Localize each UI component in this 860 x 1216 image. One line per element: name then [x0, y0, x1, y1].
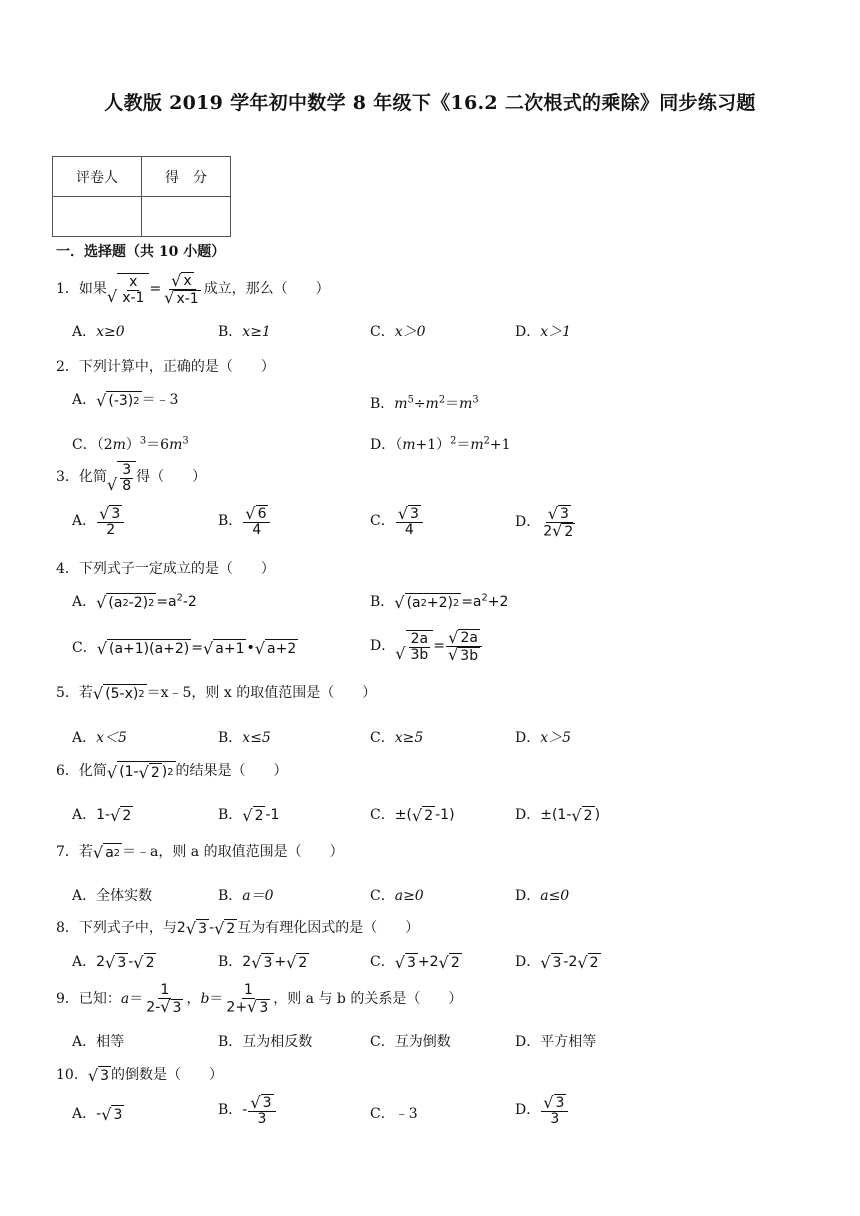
question-3: 3．化简 √ $\frac{3}{8}$ 得（ ）	[56, 462, 207, 495]
q4-option-b[interactable]: B． √ (a 2 +2) 2 $=a^2+2$	[370, 592, 509, 612]
q10-option-a[interactable]: A．- √ 3	[72, 1104, 123, 1124]
q3-option-a[interactable]: A． √ 3 2	[72, 505, 125, 537]
score-header: 得 分	[142, 157, 231, 197]
q5-option-a[interactable]: A．x＜5	[72, 730, 127, 746]
q8-option-a[interactable]: A．2 √ 3 - √ 2	[72, 952, 155, 972]
score-cell[interactable]	[142, 197, 231, 237]
q9-option-c[interactable]: C．互为倒数	[370, 1034, 451, 1050]
q10-option-d[interactable]: D． √ 3 3	[515, 1094, 569, 1126]
q2-option-b[interactable]: B．$m^5\div m^2=m^3$	[370, 394, 479, 412]
q6-option-c[interactable]: C．±( √ 2 -1)	[370, 805, 455, 825]
question-6: 6．化简 √ (1- √ 2 ) 2 的结果是（ ）	[56, 762, 288, 782]
q2-option-d[interactable]: D．$(m+1)^2=m^2+1$	[370, 435, 511, 453]
question-10: 10． √ 3 的倒数是（ ）	[56, 1065, 224, 1085]
q6-option-a[interactable]: A．1- √ 2	[72, 805, 132, 825]
q4-option-c[interactable]: C． √ (a+1)(a+2) = √ a+1 • √ a+2	[72, 638, 297, 658]
q1-option-c[interactable]: C．x＞0	[370, 324, 426, 340]
grader-header: 评卷人	[53, 157, 142, 197]
q7-option-a[interactable]: A．全体实数	[72, 888, 153, 904]
q5-option-c[interactable]: C．x≥5	[370, 730, 424, 746]
question-8: 8．下列式子中，与2 √ 3 - √ 2 互为有理化因式的是（ ）	[56, 918, 420, 938]
q4-option-a[interactable]: A． √ (a 2 -2) 2 $=a^2-2$	[72, 592, 197, 612]
question-7: 7．若 √ a 2 ＝﹣a，则 a 的取值范围是（ ）	[56, 842, 344, 862]
question-5: 5．若 √ (5-x) 2 ＝x﹣5，则 x 的取值范围是（ ）	[56, 683, 377, 703]
q10-option-c[interactable]: C．﹣3	[370, 1106, 418, 1122]
q2-option-c[interactable]: C．$(2m)^3=6m^3$	[72, 435, 189, 453]
page-title: 人教版 2019 学年初中数学 8 年级下《16.2 二次根式的乘除》同步练习题	[104, 92, 756, 114]
q8-option-c[interactable]: C． √ 3 +2 √ 2	[370, 952, 460, 972]
section-heading: 一．选择题（共 10 小题）	[56, 244, 226, 260]
q7-option-c[interactable]: C．a≥0	[370, 888, 424, 904]
q7-option-d[interactable]: D．a≤0	[515, 888, 570, 904]
q9-option-a[interactable]: A．相等	[72, 1034, 125, 1050]
q9-option-b[interactable]: B．互为相反数	[218, 1034, 313, 1050]
question-9: 9．已知：a＝ 1 2- √ 3 ，b＝ 1 2+ √ 3 ，则 a 与 b 的关系是（ ）	[56, 982, 463, 1017]
q7-option-b[interactable]: B．a＝0	[218, 888, 274, 904]
q5-option-b[interactable]: B．x≤5	[218, 730, 271, 746]
q1-expression: √ $\frac{x}{x-1}$ = √ x √ x-1	[106, 270, 199, 308]
q6-option-b[interactable]: B． √ 2 -1	[218, 805, 280, 825]
question-1: 1．如果 √ $\frac{x}{x-1}$ = √ x √ x-1 成立，那么（ ）	[56, 270, 330, 308]
q3-option-d[interactable]: D． √ 3 2 √ 2	[515, 503, 574, 541]
question-2: 2．下列计算中，正确的是（ ）	[56, 359, 275, 375]
score-table	[52, 156, 231, 237]
question-4: 4．下列式子一定成立的是（ ）	[56, 561, 275, 577]
q10-option-b[interactable]: B．- √ 3 3	[218, 1094, 277, 1126]
q5-option-d[interactable]: D．x＞5	[515, 730, 572, 746]
q4-option-d[interactable]: D． √ $\frac{2a}{3b}$ = √ 2a √ 3b	[370, 629, 483, 663]
q8-option-b[interactable]: B．2 √ 3 + √ 2	[218, 952, 308, 972]
q1-option-b[interactable]: B．x≥1	[218, 324, 271, 340]
grader-cell[interactable]	[53, 197, 142, 237]
q6-option-d[interactable]: D．±(1- √ 2 )	[515, 805, 601, 825]
q1-option-d[interactable]: D．x＞1	[515, 324, 572, 340]
q8-option-d[interactable]: D． √ 3 -2 √ 2	[515, 952, 599, 972]
q9-option-d[interactable]: D．平方相等	[515, 1034, 597, 1050]
q1-option-a[interactable]: A．x≥0	[72, 324, 125, 340]
q3-option-c[interactable]: C． √ 3 4	[370, 505, 424, 537]
q3-option-b[interactable]: B． √ 6 4	[218, 505, 271, 537]
q2-option-a[interactable]: A． √ (-3) 2 ＝﹣3	[72, 390, 179, 410]
